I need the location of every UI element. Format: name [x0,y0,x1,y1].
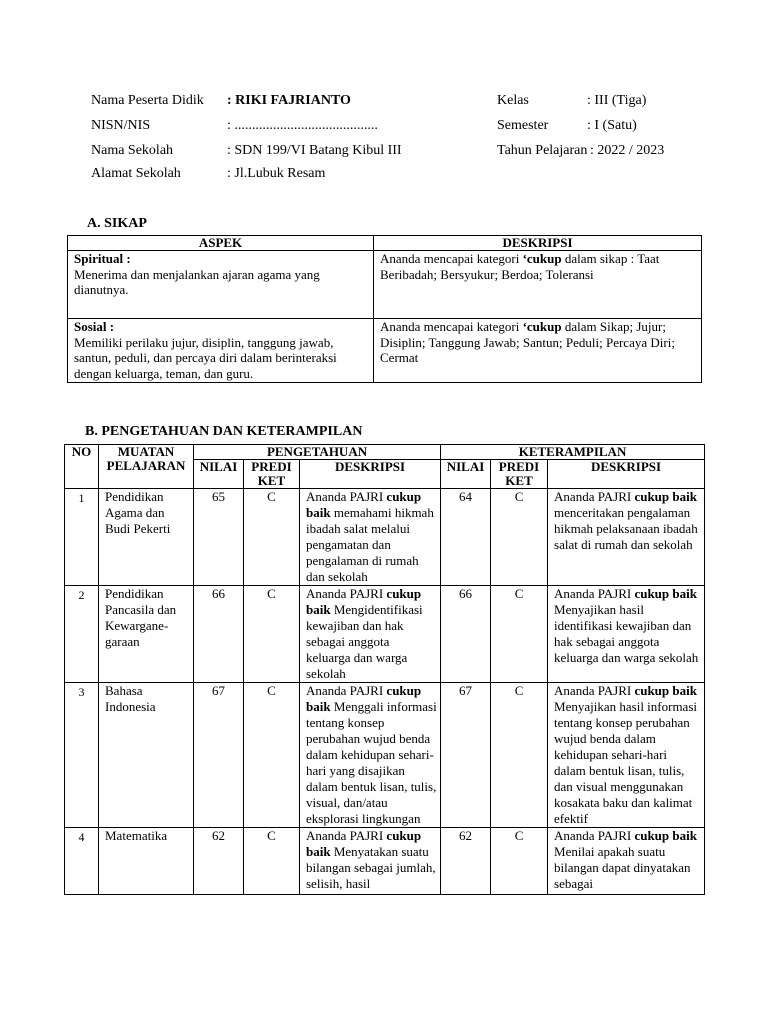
pengetahuan-deskripsi [300,683,441,828]
school-address-value: : Jl.Lubuk Resam [227,166,326,181]
desc-bold: cukup baik [306,586,422,617]
class-label: Kelas [497,93,529,108]
pengetahuan-nilai-header: NILAI [194,460,244,489]
keterampilan-nilai-header: NILAI [441,460,491,489]
desc-bold: cukup baik [634,489,697,504]
keterampilan-nilai: 64 [441,489,491,586]
pengetahuan-nilai: 62 [194,828,244,895]
pengetahuan-header: PENGETAHUAN [194,445,441,460]
desc-bold: cukup baik [306,489,422,520]
row-number: 1 [65,489,99,586]
pengetahuan-predikat: C [244,683,300,828]
aspek-cell [68,319,374,383]
aspek-header: ASPEK [68,236,374,251]
semester-label: Semester [497,118,549,133]
pengetahuan-predikat-header: PREDI KET [244,460,300,489]
aspek-name: Sosial : [74,319,115,334]
keterampilan-predikat: C [491,489,548,586]
keterampilan-predikat: C [491,683,548,828]
pengetahuan-nilai: 67 [194,683,244,828]
desc-post: Menyajikan hasil informasi tentang konsep perubahan wujud benda dalam kehidupan sehari-hari dalam bentuk lisan, tulis, dan visual menggunakan kosakata baku dan kalimat efektif [554,699,697,826]
aspek-cell [68,251,374,319]
row-number: 4 [65,828,99,895]
keterampilan-deskripsi [548,683,705,828]
keterampilan-nilai: 62 [441,828,491,895]
deskripsi-cell [374,251,702,319]
deskripsi-text-pre: Ananda mencapai kategori [380,251,523,266]
desc-bold: cukup baik [634,828,697,843]
deskripsi-text-post: dalam sikap : Taat Beribadah; Bersyukur; Berdoa; Toleransi [380,251,660,282]
sikap-header-row [68,236,702,251]
desc-pre: Ananda PAJRI [306,828,387,843]
deskripsi-text-post: dalam Sikap; Jujur; Disiplin; Tanggung Jawab; Santun; Peduli; Percaya Diri; Cermat [380,319,675,365]
semester-value: : I (Satu) [587,118,637,133]
pengetahuan-nilai: 66 [194,586,244,683]
pengetahuan-deskripsi [300,586,441,683]
keterampilan-deskripsi [548,489,705,586]
aspek-text: Memiliki perilaku jujur, disiplin, tanggung jawab, santun, peduli, dan percaya diri dalam berinteraksi dengan keluarga, teman, dan guru. [74,334,337,381]
table-row [65,586,705,683]
section-nilai-title: B. PENGETAHUAN DAN KETERAMPILAN [85,424,363,439]
subject-name: Pendidikan Pancasila dan Kewargane-garaan [99,586,194,683]
deskripsi-text-pre: Ananda mencapai kategori [380,319,523,334]
school-address-label: Alamat Sekolah [91,166,181,181]
pengetahuan-predikat: C [244,828,300,895]
class-value: : III (Tiga) [587,93,647,108]
sikap-table [67,235,702,383]
keterampilan-deskripsi-header: DESKRIPSI [548,460,705,489]
desc-pre: Ananda PAJRI [306,683,387,698]
aspek-name: Spiritual : [74,251,131,266]
table-row [65,683,705,828]
deskripsi-cell [374,319,702,383]
desc-post: memahami hikmah ibadah salat melalui pengamatan dan pengalaman di rumah dan sekolah [306,505,434,584]
desc-post: Menyatakan suatu bilangan sebagai jumlah, selisih, hasil [306,844,436,891]
desc-bold: cukup baik [634,683,697,698]
keterampilan-nilai: 67 [441,683,491,828]
desc-post: Mengidentifikasi kewajiban dan hak sebagai anggota keluarga dan warga sekolah [306,602,423,681]
section-sikap-title: A. SIKAP [87,216,147,231]
keterampilan-predikat-header: PREDI KET [491,460,548,489]
school-year-label: Tahun Pelajaran [497,143,588,158]
pengetahuan-nilai: 65 [194,489,244,586]
desc-post: Menyajikan hasil identifikasi kewajiban dan hak sebagai anggota keluarga dan warga sekolah [554,602,699,665]
keterampilan-nilai: 66 [441,586,491,683]
desc-pre: Ananda PAJRI [554,489,635,504]
deskripsi-header: DESKRIPSI [374,236,702,251]
keterampilan-predikat: C [491,586,548,683]
nilai-table [64,444,705,895]
desc-pre: Ananda PAJRI [554,683,635,698]
keterampilan-deskripsi [548,586,705,683]
sikap-row-spiritual [68,251,702,319]
pengetahuan-deskripsi [300,828,441,895]
pengetahuan-predikat: C [244,586,300,683]
desc-post: Menilai apakah suatu bilangan dapat dinyatakan sebagai [554,844,691,891]
school-year-value: : 2022 / 2023 [590,143,665,158]
sikap-row-sosial [68,319,702,383]
pengetahuan-deskripsi-header: DESKRIPSI [300,460,441,489]
student-name-value: : RIKI FAJRIANTO [227,93,351,108]
nisn-label: NISN/NIS [91,118,151,133]
keterampilan-header: KETERAMPILAN [441,445,705,460]
desc-bold: cukup baik [306,683,422,714]
desc-post: menceritakan pengalaman hikmah pelaksanaan ibadah salat di rumah dan sekolah [554,505,698,552]
keterampilan-predikat: C [491,828,548,895]
aspek-text: Menerima dan menjalankan ajaran agama yang dianutnya. [74,266,320,297]
desc-pre: Ananda PAJRI [554,586,635,601]
desc-bold: cukup baik [306,828,422,859]
row-number: 3 [65,683,99,828]
keterampilan-deskripsi [548,828,705,895]
deskripsi-text-bold: ‘cukup [522,251,562,266]
desc-post: Menggali informasi tentang konsep perubahan wujud benda dalam kehidupan sehari-hari yang disajikan dalam bentuk lisan, tulis, visual, dan/atau eksplorasi lingkungan [306,699,437,826]
subject-name: Bahasa Indonesia [99,683,194,828]
school-name-label: Nama Sekolah [91,143,174,158]
subject-name: Matematika [99,828,194,895]
nisn-value: : ......................................... [227,118,378,133]
no-header: NO [65,445,99,489]
school-name-value: : SDN 199/VI Batang Kibul III [227,143,402,158]
table-row [65,828,705,895]
desc-bold: cukup baik [634,586,697,601]
student-name-label: Nama Peserta Didik [91,93,204,108]
table-row [65,489,705,586]
pengetahuan-deskripsi [300,489,441,586]
desc-pre: Ananda PAJRI [306,489,387,504]
muatan-header: MUATAN PELAJARAN [99,445,194,489]
pengetahuan-predikat: C [244,489,300,586]
desc-pre: Ananda PAJRI [554,828,635,843]
subject-name: Pendidikan Agama dan Budi Pekerti [99,489,194,586]
desc-pre: Ananda PAJRI [306,586,387,601]
row-number: 2 [65,586,99,683]
nilai-header-row-1 [65,445,705,460]
deskripsi-text-bold: ‘cukup [522,319,562,334]
